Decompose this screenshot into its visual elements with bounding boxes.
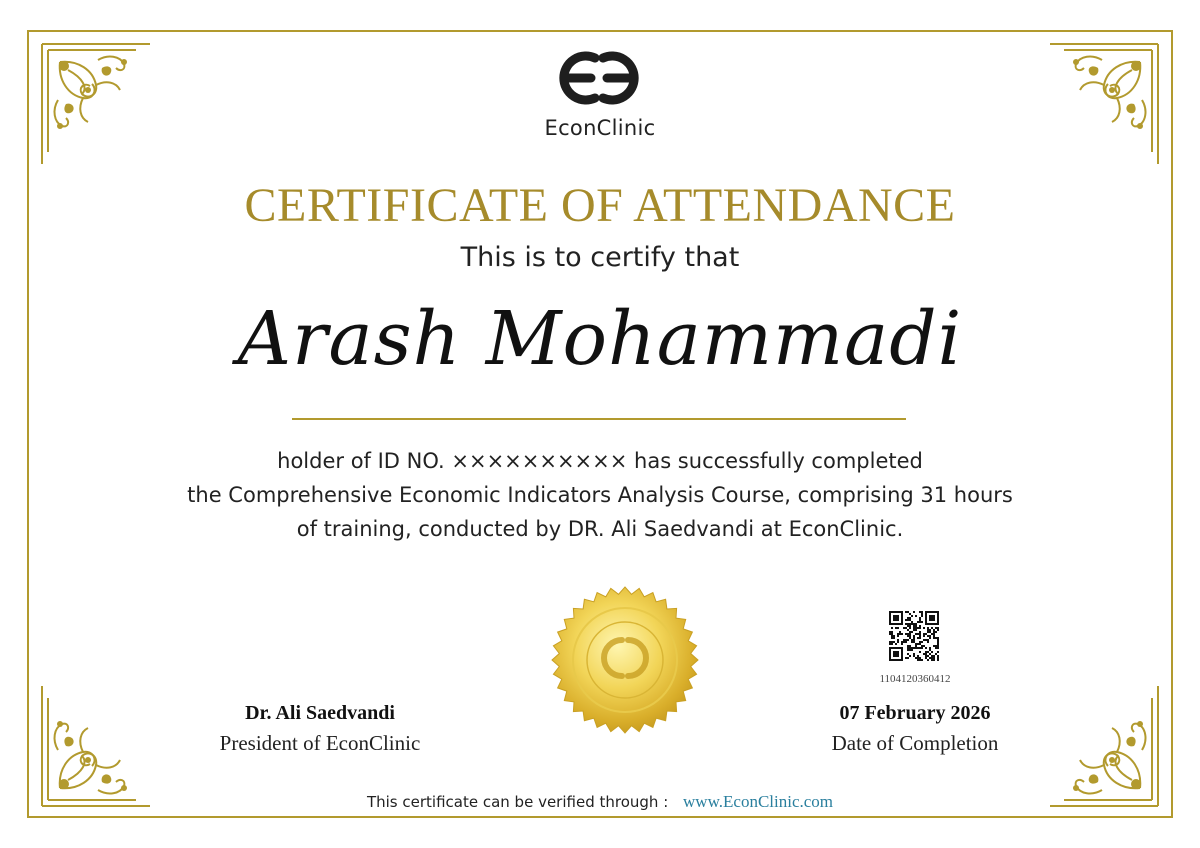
certificate-subtitle: This is to certify that (460, 242, 740, 273)
brand-name: EconClinic (544, 116, 656, 140)
body-line: holder of ID NO. ×××××××××× has successfully completed (277, 449, 923, 473)
president-name: Dr. Ali Saedvandi (245, 702, 395, 724)
certificate-serial: 1104120360412 (879, 673, 951, 685)
body-line: the Comprehensive Economic Indicators Analysis Course, comprising 31 hours (187, 483, 1013, 507)
verification-line (0, 792, 1200, 812)
body-line: of training, conducted by DR. Ali Saedvandi at EconClinic. (296, 517, 904, 541)
completion-date: 07 February 2026 (839, 702, 991, 724)
corner-ornament-icon (38, 680, 158, 810)
recipient-name: Arash Mohammadi (237, 296, 963, 382)
signature-block-date (765, 702, 1065, 756)
certificate-body (0, 444, 1200, 546)
verification-link[interactable]: www.EconClinic.com (683, 792, 834, 811)
name-underline (292, 418, 906, 420)
president-role: President of EconClinic (219, 731, 421, 755)
completion-date-label: Date of Completion (831, 731, 999, 755)
gold-seal-icon (550, 586, 700, 734)
corner-ornament-icon (38, 40, 158, 170)
econclinic-logo-icon (555, 46, 643, 110)
verification-text: This certificate can be verified through : (366, 793, 669, 811)
qr-code-icon (889, 611, 939, 661)
certificate-title: CERTIFICATE OF ATTENDANCE (244, 179, 956, 232)
corner-ornament-icon (1042, 40, 1162, 170)
signature-block-president (170, 702, 470, 756)
